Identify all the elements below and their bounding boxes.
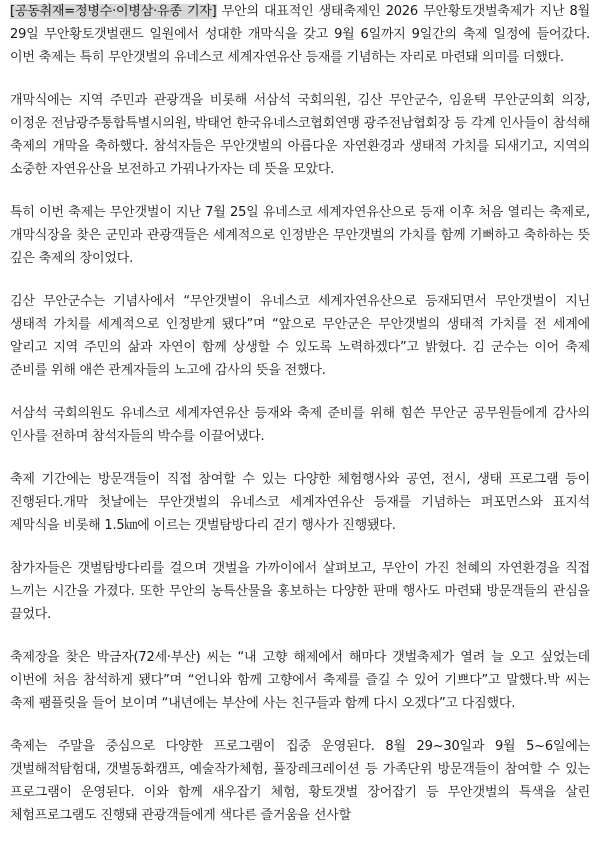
article-paragraph: 특히 이번 축제는 무안갯벌이 지난 7월 25일 유네스코 세계자연유산으로 등재 이후 처음 열리는 축제로, 개막식장을 찾은 군민과 관광객들은 세계적으로 인정받은 무안갯벌의 가치를 함께 기뻐하고 축하하는 뜻 깊은 축제의 장이었다. [10,205,590,266]
article-paragraph: 축제장을 찾은 박금자(72세·부산) 씨는 “내 고향 해제에서 해마다 갯벌축제가 열려 늘 오고 싶었는데 이번에 처음 참석하게 됐다”며 “언니와 함께 고향에서 축제를 즐길 수 있어 기쁘다”고 말했다.박 씨는 축제 팸플릿을 들어 보이며 “내년에는 부산에 사는 친구들과 함께 다시 오겠다”고 다짐했다. [10,650,590,711]
byline: [공동취재=정병수·이병삼·유종 기자] [10,4,217,19]
article-paragraph: 서삼석 국회의원도 유네스코 세계자연유산 등재와 축제 준비를 위해 힘쓴 무안군 공무원들에게 감사의 인사를 전하며 참석자들의 박수를 이끌어냈다. [10,406,590,444]
article-body [10,0,590,847]
lead-text: 무안의 대표적인 생태축제인 2026 무안황토갯벌축제가 지난 8월 29일 무안황토갯벌랜드 일원에서 성대한 개막식을 갖고 9월 6일까지 9일간의 축제 일정에 들어갔다. 이번 축제는 특히 무안갯벌의 유네스코 세계자연유산 등재를 기념하는 자리로 마련돼 의미를 더했다. [10,4,590,65]
article-paragraph: 김산 무안군수는 기념사에서 “무안갯벌이 유네스코 세계자연유산으로 등재되면서 무안갯벌이 지닌 생태적 가치를 세계적으로 인정받게 됐다”며 “앞으로 무안군은 무안갯벌의 생태적 가치를 전 세계에 알리고 지역 주민의 삶과 자연이 함께 상생할 수 있도록 노력하겠다”고 밝혔다. 김 군수는 이어 축제 준비를 위해 애쓴 관계자들의 노고에 감사의 뜻을 전했다. [10,294,590,378]
article-paragraph: 축제는 주말을 중심으로 다양한 프로그램이 집중 운영된다. 8월 29~30일과 9월 5~6일에는 갯벌해적탐험대, 갯벌동화캠프, 예술작가체험, 풀장레크레이션 등 가족단위 방문객들이 참여할 수 있는 프로그램이 운영된다. 이와 함께 새우잡기 체험, 황토갯벌 장어잡기 등 무안갯벌의 특색을 살린 체험프로그램도 진행돼 관광객들에게 색다른 즐거움을 선사할 [10,739,590,823]
article-paragraph: 개막식에는 지역 주민과 관광객을 비롯해 서삼석 국회의원, 김산 무안군수, 임윤택 무안군의회 의장, 이정운 전남광주통합특별시의원, 박태언 한국유네스코협회연맹 광주전남협회장 등 각계 인사들이 참석해 축제의 개막을 축하했다. 참석자들은 무안갯벌의 아름다운 자연환경과 생태적 가치를 되새기고, 지역의 소중한 자연유산을 보전하고 가꿔나가자는 데 뜻을 모았다. [10,93,590,177]
article-paragraph-lead [10,0,590,69]
article-paragraph: 참가자들은 갯벌탐방다리를 걸으며 갯벌을 가까이에서 살펴보고, 무안이 가진 천혜의 자연환경을 직접 느끼는 시간을 가졌다. 또한 무안의 농특산물을 홍보하는 다양한 판매 행사도 마련돼 방문객들의 관심을 끌었다. [10,561,590,622]
article-paragraph: 축제 기간에는 방문객들이 직접 참여할 수 있는 다양한 체험행사와 공연, 전시, 생태 프로그램 등이 진행된다.개막 첫날에는 무안갯벌의 유네스코 세계자연유산 등재를 기념하는 퍼포먼스와 표지석 제막식을 비롯해 1.5㎞에 이르는 갯벌탐방다리 걷기 행사가 진행됐다. [10,472,590,533]
